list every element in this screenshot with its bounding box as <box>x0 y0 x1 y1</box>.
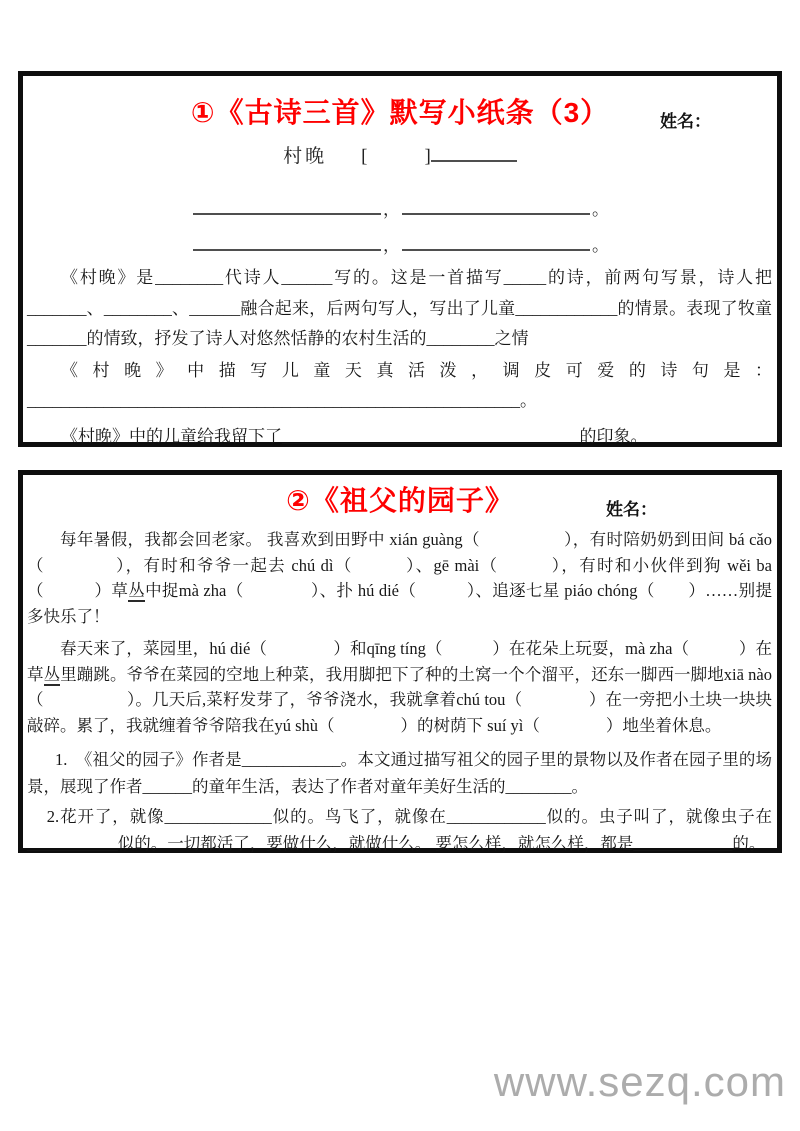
poem-line2-period: 。 <box>592 236 609 255</box>
section1-title-row <box>23 97 777 129</box>
poem-line1-blank-a <box>193 198 381 215</box>
garden-question-1: 1. 《祖父的园子》作者是____________。本文通过描写祖父的园子里的景物以及作者在园子里的场景，展现了作者______的童年生活，表达了作者对童年美好生活的________。 <box>27 750 772 796</box>
poem-question-naughty: 《村晚》中描写儿童天真活泼，调皮可爱的诗句是：__________________________________________________________。 <box>27 360 772 410</box>
garden-question-2: 2.花开了，就像_____________似的。鸟飞了，就像在____________似的。虫子叫了，就像虫子在___________似的。一切都活了，要做什么，就做什么。 要怎么样，就怎么样，都是____________的。 <box>27 807 772 853</box>
garden-p1-underlined-char: 丛 <box>128 581 146 600</box>
garden-p1-pre: 每年暑假，我都会回老家。 我喜欢到田野中 xián guàng（ ），有时陪奶奶到田间 bá cǎo（ ），有时和爷爷一起去 chú dì（ ）、gē mài（ ），有时和小伙伴到狗 wěi ba（ ）草 <box>27 530 772 600</box>
poem-question-impression: 《村晚》中的儿童给我留下了___________________________________的印象。 <box>61 426 648 446</box>
section2-name-label: 姓名： <box>606 500 657 519</box>
poem-title: 村晚 <box>283 146 328 167</box>
poem-author-blank <box>431 145 517 162</box>
watermark: www.sezq.com <box>493 1058 786 1105</box>
poem-line2-blank-b <box>402 234 590 251</box>
garden-paragraph-2 <box>23 636 777 738</box>
section1-name-label: 姓名： <box>660 112 711 131</box>
worksheet-section-garden <box>18 470 782 853</box>
poem-line2-comma: ， <box>383 236 400 255</box>
poem-heading <box>23 141 777 168</box>
worksheet-section-gushi <box>18 71 782 447</box>
poem-line1-comma: ， <box>383 200 400 219</box>
poem-author-bracket: [ ] <box>361 146 431 167</box>
poem-line1-period: 。 <box>592 200 609 219</box>
section2-title: ②《祖父的园子》 <box>286 485 514 516</box>
section2-title-row <box>23 485 777 517</box>
poem-blank-line-2 <box>23 234 777 254</box>
poem-intro-paragraph: 《村晚》是________代诗人______写的。这是一首描写_____的诗，前两句写景，诗人把_______、________、______融合起来，后两句写人，写出了儿童____________的情景。表现了牧童_______的情致，抒发了诗人对悠然恬静的农村生活的________之情 <box>27 268 772 348</box>
garden-p2-pre: 春天来了，菜园里，hú dié（ ）和qīng tíng（ ）在花朵上玩耍，mà zha（ ）在草 <box>27 639 772 684</box>
poem-blank-line-1 <box>23 198 777 218</box>
garden-p1-post: 中捉mà zha（ ）、扑 hú dié（ ）、追逐七星 piáo chóng（ ）……别提多快乐了！ <box>27 581 773 626</box>
garden-paragraph-1 <box>23 527 777 629</box>
garden-p2-underlined-char: 丛 <box>43 664 61 684</box>
poem-line1-blank-b <box>402 198 590 215</box>
poem-line2-blank-a <box>193 234 381 251</box>
section1-title: ①《古诗三首》默写小纸条（3） <box>190 97 610 128</box>
garden-p2-post: 里蹦跳。爷爷在菜园的空地上种菜，我用脚把下了种的土窝一个个溜平，还东一脚西一脚地xiā nào（ ）。几天后,菜籽发芽了，爷爷浇水，我就拿着chú tou（ ）在一旁把小土块一块块敲碎。累了，我就缠着爷爷陪我在yú shù（ ）的树荫下 suí yì（ ）地坐着休息。 <box>27 664 773 735</box>
